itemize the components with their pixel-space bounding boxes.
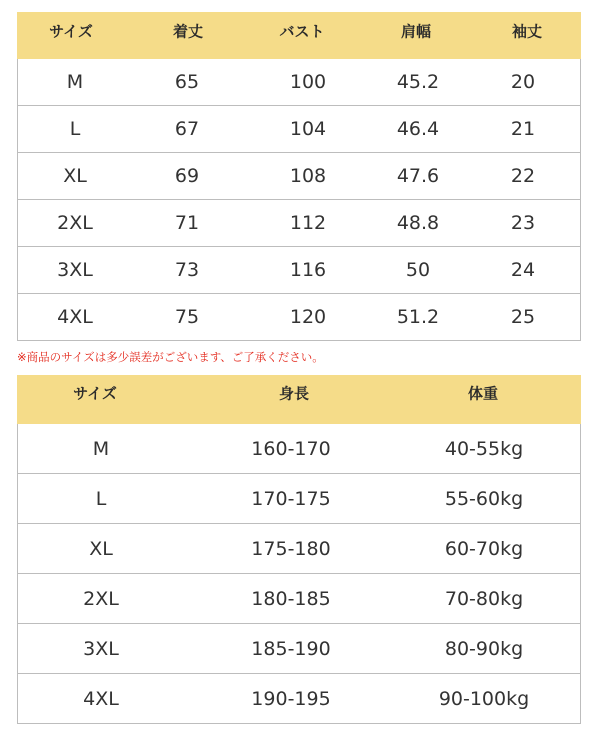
table-cell: 120: [289, 306, 327, 328]
table-cell: 73: [174, 259, 200, 281]
table-cell: 2XL: [57, 212, 93, 234]
table-cell: 71: [174, 212, 200, 234]
table-cell: 69: [174, 165, 200, 187]
table-cell: 4XL: [83, 687, 119, 710]
table-cell: L: [69, 118, 81, 140]
table-cell: XL: [89, 537, 113, 560]
table-cell: 55-60kg: [444, 487, 524, 510]
table-row: [17, 574, 581, 624]
table-cell: 175-180: [251, 537, 331, 560]
table-cell: 3XL: [83, 637, 119, 660]
table-cell: 190-195: [251, 687, 331, 710]
table-header: [17, 12, 581, 59]
table-cell: 25: [510, 306, 536, 328]
table-cell: 75: [174, 306, 200, 328]
table-cell: 67: [174, 118, 200, 140]
table-row: [17, 294, 581, 341]
table-cell: 48.8: [396, 212, 440, 234]
table-cell: XL: [63, 165, 87, 187]
table-cell: 50: [405, 259, 431, 281]
header-cell: 肩幅: [400, 22, 432, 41]
header-cell: バスト: [279, 22, 325, 41]
table-cell: 23: [510, 212, 536, 234]
table-row: [17, 474, 581, 524]
table-row: [17, 59, 581, 106]
table-cell: 47.6: [396, 165, 440, 187]
table-cell: 80-90kg: [444, 637, 524, 660]
table-cell: 65: [174, 71, 200, 93]
table-row: [17, 106, 581, 153]
table-cell: 112: [289, 212, 327, 234]
table-row: [17, 674, 581, 724]
table-cell: L: [95, 487, 107, 510]
table-cell: 180-185: [251, 587, 331, 610]
table-cell: 60-70kg: [444, 537, 524, 560]
table-row: [17, 200, 581, 247]
table-cell: 45.2: [396, 71, 440, 93]
table-cell: 51.2: [396, 306, 440, 328]
table-cell: 70-80kg: [444, 587, 524, 610]
table-cell: 108: [289, 165, 327, 187]
table-cell: 185-190: [251, 637, 331, 660]
header-cell: 着丈: [172, 22, 204, 41]
table-cell: 90-100kg: [438, 687, 530, 710]
table-cell: M: [66, 71, 84, 93]
table-header: [17, 375, 581, 424]
header-cell: サイズ: [49, 22, 93, 41]
table-cell: M: [92, 437, 110, 460]
header-cell: サイズ: [73, 384, 117, 403]
table-cell: 160-170: [251, 437, 331, 460]
table-cell: 2XL: [83, 587, 119, 610]
header-cell: 身長: [278, 384, 310, 403]
table-cell: 21: [510, 118, 536, 140]
header-cell: 袖丈: [511, 22, 543, 41]
table-row: [17, 424, 581, 474]
header-cell: 体重: [467, 384, 499, 403]
table-cell: 22: [510, 165, 536, 187]
table-cell: 170-175: [251, 487, 331, 510]
table-cell: 46.4: [396, 118, 440, 140]
size-note: ※商品のサイズは多少誤差がございます、ご了承ください。: [17, 350, 324, 364]
table-row: [17, 624, 581, 674]
table-row: [17, 153, 581, 200]
table-cell: 104: [289, 118, 327, 140]
table-cell: 40-55kg: [444, 437, 524, 460]
table-cell: 4XL: [57, 306, 93, 328]
table-cell: 100: [289, 71, 327, 93]
table-cell: 3XL: [57, 259, 93, 281]
table-cell: 24: [510, 259, 536, 281]
table-cell: 116: [289, 259, 327, 281]
table-row: [17, 247, 581, 294]
table-cell: 20: [510, 71, 536, 93]
table-row: [17, 524, 581, 574]
